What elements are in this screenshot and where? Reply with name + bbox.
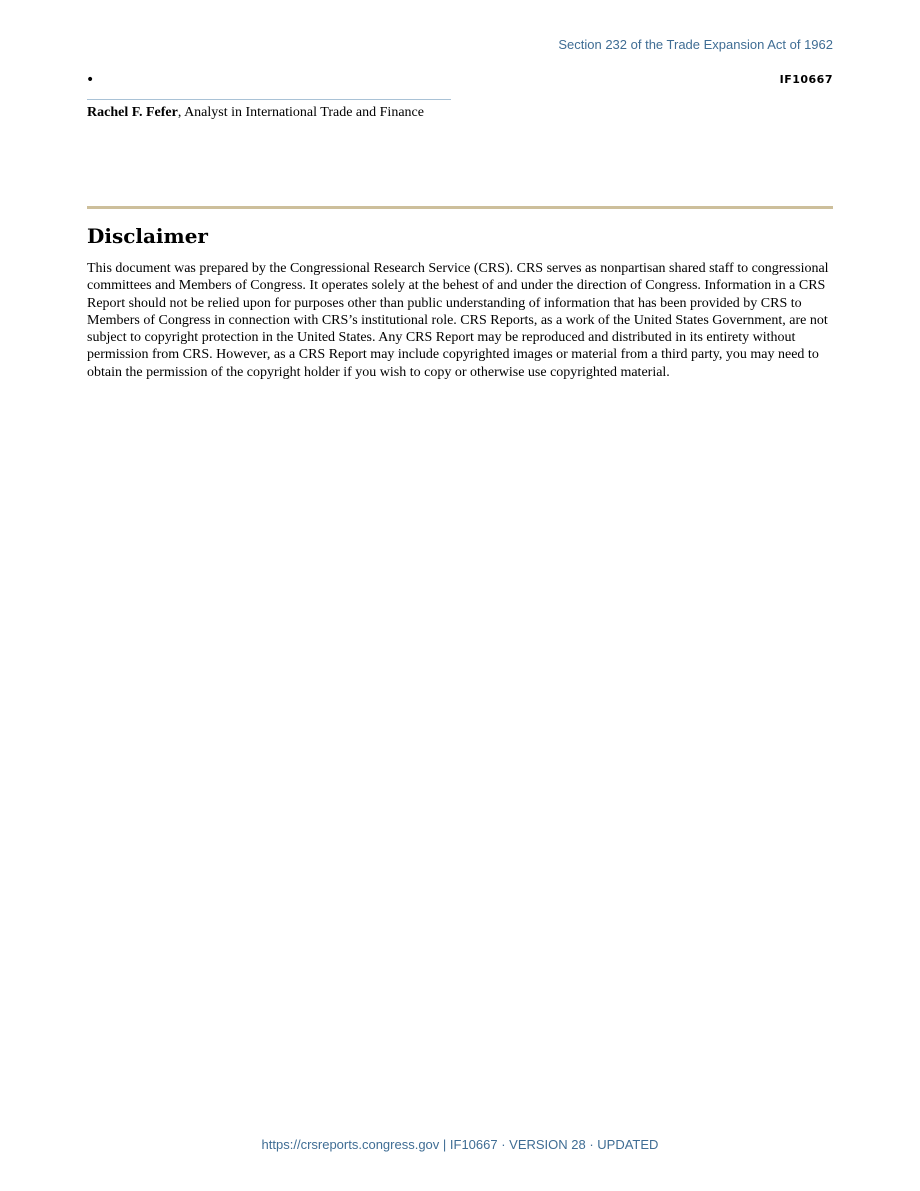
author-title: , Analyst in International Trade and Finance (177, 105, 424, 120)
author-name: Rachel F. Fefer (87, 105, 178, 120)
document-id: IF10667 (779, 73, 833, 86)
bullet-marker: • (86, 72, 95, 88)
author-block (87, 104, 427, 122)
disclaimer-heading: Disclaimer (87, 224, 208, 248)
disclaimer-body: This document was prepared by the Congressional Research Service (CRS). CRS serves as nonpartisan shared staff to congressional committees and Members of Congress. It operates solely at the behest of and under the direction of Congress. Information in a CRS Report should not be relied upon for purposes other than public understanding of information that has been provided by CRS to Members of Congress in connection with CRS’s institutional role. CRS Reports, as a work of the United States Government, are not subject to copyright protection in the United States. Any CRS Report may be reproduced and distributed in its entirety without permission from CRS. However, as a CRS Report may include copyrighted images or material from a third party, you may need to obtain the permission of the copyright holder if you wish to copy or otherwise use copyrighted material. (87, 261, 829, 380)
running-head-title: Section 232 of the Trade Expansion Act of 1962 (558, 37, 833, 52)
footer-link[interactable]: https://crsreports.congress.gov | IF10667 · VERSION 28 · UPDATED (261, 1137, 659, 1152)
section-divider (87, 206, 833, 209)
author-divider (87, 99, 451, 100)
